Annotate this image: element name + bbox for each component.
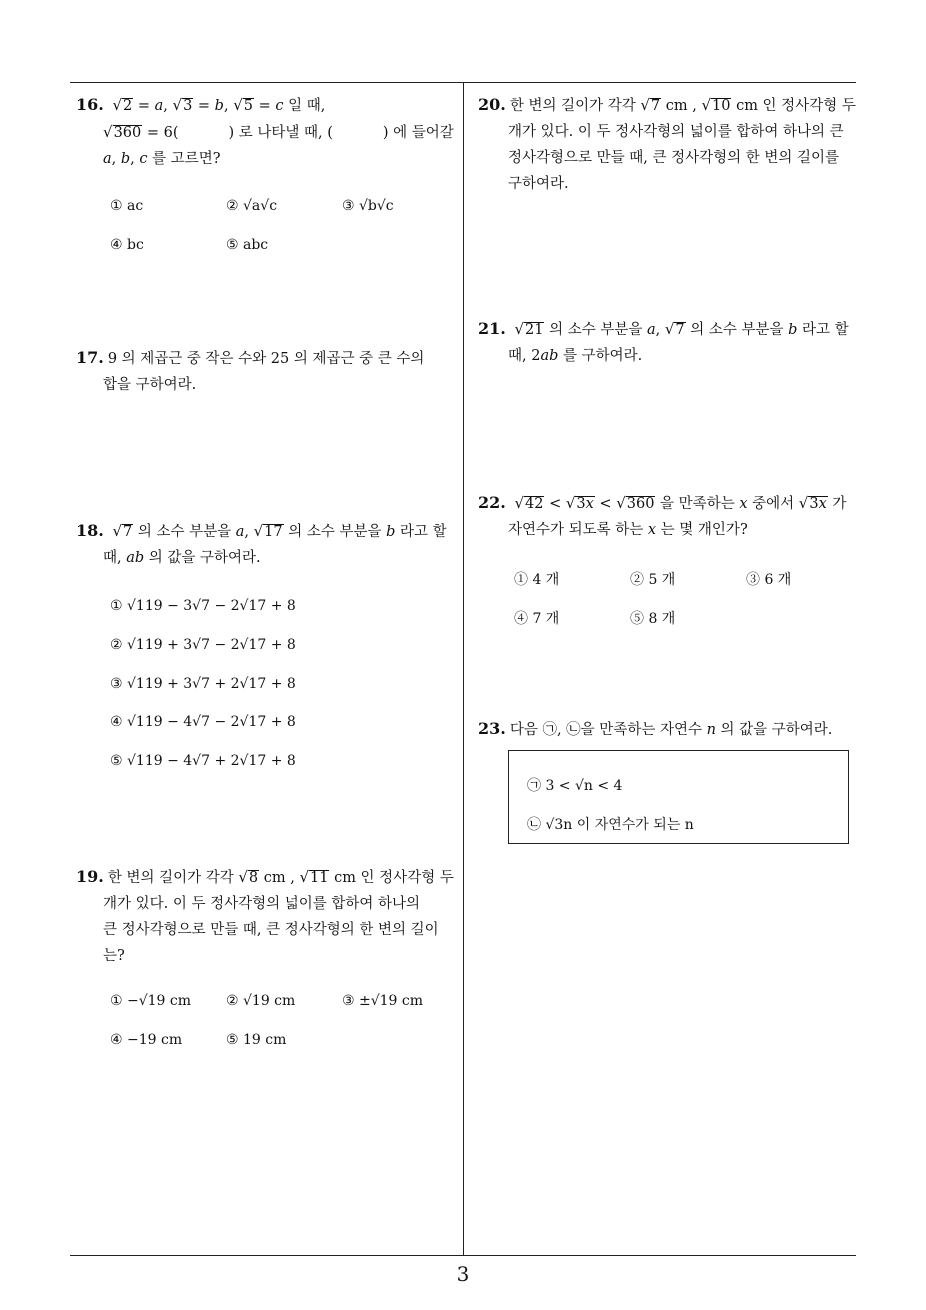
question-17: 17. 9 의 제곱근 중 작은 수와 25 의 제곱근 중 큰 수의 합을 구하여라.: [76, 348, 425, 393]
q23-condition-2: ㉡ √3n 이 자연수가 되는 n: [527, 817, 694, 833]
q19-option-5[interactable]: ⑤ 19 cm: [226, 1032, 287, 1048]
q22-option-2[interactable]: ② 5 개: [630, 572, 676, 588]
q16-line1: 16. √2 = a, √3 = b, √5 = c 일 때,: [76, 95, 326, 114]
q18-option-1[interactable]: ① √119 − 3√7 − 2√17 + 8: [110, 598, 296, 614]
q22-number: 22.: [478, 493, 506, 512]
q16-line3: a, b, c 를 고르면?: [103, 151, 221, 167]
q16-option-4[interactable]: ④ bc: [110, 237, 144, 253]
q22-option-1[interactable]: ① 4 개: [514, 572, 560, 588]
q22-option-3[interactable]: ③ 6 개: [746, 572, 792, 588]
column-divider: [463, 82, 464, 1255]
q18-option-3[interactable]: ③ √119 + 3√7 + 2√17 + 8: [110, 676, 296, 692]
q16-line2: √360 = 6( ) 로 나타낼 때, ( ) 에 들어갈: [103, 123, 454, 141]
q16-option-1[interactable]: ① ac: [110, 198, 144, 214]
q20-number: 20.: [478, 95, 506, 114]
question-21: 21. √21 의 소수 부분을 a, √7 의 소수 부분을 b 라고 할 때, 2ab 를 구하여라.: [478, 319, 849, 364]
q19-option-4[interactable]: ④ −19 cm: [110, 1032, 183, 1048]
question-22: 22. √42 < √3x < √360 을 만족하는 x 중에서 √3x 가 자연수가 되도록 하는 x 는 몇 개인가?: [478, 493, 847, 538]
bottom-rule: [70, 1255, 856, 1256]
q19-option-3[interactable]: ③ ±√19 cm: [342, 993, 424, 1009]
q18-option-4[interactable]: ④ √119 − 4√7 − 2√17 + 8: [110, 714, 296, 730]
question-23: 23. 다음 ㉠, ㉡을 만족하는 자연수 n 의 값을 구하여라.: [478, 719, 833, 738]
q16-option-5[interactable]: ⑤ abc: [226, 237, 269, 253]
q22-option-5[interactable]: ⑤ 8 개: [630, 611, 676, 627]
q23-number: 23.: [478, 719, 506, 738]
q23-condition-box: [508, 750, 849, 844]
q17-number: 17.: [76, 348, 104, 367]
question-18: 18. √7 의 소수 부분을 a, √17 의 소수 부분을 b 라고 할 때, ab 의 값을 구하여라.: [76, 521, 447, 566]
q18-number: 18.: [76, 521, 104, 540]
question-19: 19. 한 변의 길이가 각각 √8 cm , √11 cm 인 정사각형 두 개가 있다. 이 두 정사각형의 넓이를 합하여 하나의 큰 정사각형으로 만들 때, 큰 정사각형의 한 변의 길이 는?: [76, 867, 454, 964]
question-20: 20. 한 변의 길이가 각각 √7 cm , √10 cm 인 정사각형 두 개가 있다. 이 두 정사각형의 넓이를 합하여 하나의 큰 정사각형으로 만들 때, 큰 정사각형의 한 변의 길이를 구하여라.: [478, 95, 856, 192]
question-16: [76, 92, 458, 172]
q21-number: 21.: [478, 319, 506, 338]
q18-option-5[interactable]: ⑤ √119 − 4√7 + 2√17 + 8: [110, 753, 296, 769]
q22-option-4[interactable]: ④ 7 개: [514, 611, 560, 627]
page-number: 3: [456, 1262, 470, 1286]
q18-option-2[interactable]: ② √119 + 3√7 − 2√17 + 8: [110, 637, 296, 653]
q16-option-3[interactable]: ③ √b√c: [342, 198, 394, 214]
q19-option-1[interactable]: ① −√19 cm: [110, 993, 192, 1009]
q23-condition-1: ㉠ 3 < √n < 4: [527, 778, 623, 794]
q16-option-2[interactable]: ② √a√c: [226, 198, 278, 214]
q19-option-2[interactable]: ② √19 cm: [226, 993, 296, 1009]
q16-number: 16.: [76, 95, 104, 114]
q16-line1-tail: 일 때,: [283, 98, 326, 114]
q19-number: 19.: [76, 867, 104, 886]
